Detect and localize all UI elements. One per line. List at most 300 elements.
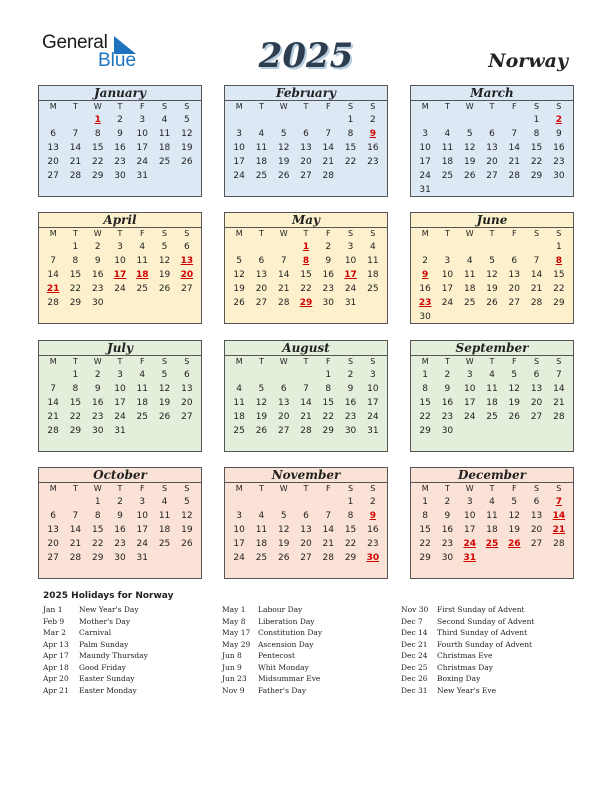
- day-cell: 26: [508, 412, 520, 422]
- empty-day-cell: [176, 296, 198, 310]
- day-cell: 16: [114, 525, 126, 535]
- day-cell: 14: [322, 143, 334, 153]
- day-cell: 6: [258, 256, 265, 266]
- day-cell: 26: [486, 298, 498, 308]
- day-cell: 21: [69, 539, 82, 549]
- month-name: October: [39, 468, 201, 483]
- weekday-label: S: [556, 357, 562, 366]
- day-cell: 1: [72, 370, 79, 380]
- day-cell: 6: [533, 370, 540, 380]
- month-july: [38, 340, 202, 452]
- day-cell: 5: [280, 511, 287, 521]
- day-cell: 25: [233, 426, 245, 436]
- country-name: Norway: [488, 50, 568, 72]
- empty-day-cell: [459, 310, 481, 324]
- day-cell: 8: [347, 129, 354, 139]
- holiday-name: New Year's Eve: [437, 685, 497, 695]
- holiday-date: Dec 7: [401, 616, 423, 626]
- day-cell: 21: [530, 284, 543, 294]
- weekday-label: M: [235, 102, 243, 111]
- weekday-label: F: [139, 357, 145, 366]
- weekday-header: [39, 228, 201, 240]
- day-cell: 6: [489, 129, 495, 139]
- week-row: [225, 141, 387, 155]
- day-cell: 13: [300, 525, 312, 535]
- week-row: [225, 296, 387, 310]
- empty-day-cell: [273, 113, 295, 127]
- day-cell: 18: [486, 525, 498, 535]
- weekday-label: T: [303, 229, 309, 238]
- month-april: [38, 212, 202, 324]
- weekday-label: W: [279, 229, 288, 238]
- day-cell: 13: [47, 525, 59, 535]
- day-cell: 4: [466, 256, 473, 266]
- week-row: [411, 382, 573, 396]
- weekday-label: M: [235, 357, 243, 366]
- empty-day-cell: [273, 240, 295, 254]
- weekday-label: M: [235, 484, 243, 493]
- weekday-label: W: [279, 102, 288, 111]
- day-cell: 8: [422, 384, 428, 394]
- holiday-name: First Sunday of Advent: [437, 605, 525, 614]
- day-cell: 29: [91, 171, 104, 181]
- day-cell: 17: [136, 525, 148, 535]
- day-cell: 11: [233, 398, 245, 408]
- holiday-name: Third Sunday of Advent: [437, 628, 528, 637]
- weekday-header: [39, 101, 201, 113]
- day-cell: 25: [136, 412, 148, 422]
- day-cell: 20: [47, 539, 59, 549]
- weekday-label: S: [348, 357, 354, 366]
- holiday-row: [401, 685, 534, 697]
- empty-day-cell: [176, 551, 198, 565]
- day-cell: 24: [136, 539, 148, 549]
- day-cell: 10: [114, 384, 126, 394]
- day-cell: 26: [277, 553, 290, 563]
- day-cell: 30: [441, 553, 454, 563]
- week-row: [225, 282, 387, 296]
- day-cell: 26: [463, 171, 476, 181]
- day-cell: 24: [463, 412, 476, 422]
- day-cell: 16: [419, 284, 431, 294]
- day-cell: 17: [419, 157, 431, 167]
- day-cell: 14: [322, 525, 334, 535]
- weekday-label: T: [72, 229, 78, 238]
- holiday-row: [43, 616, 148, 628]
- day-cell: 20: [300, 539, 312, 549]
- day-cell: 17: [344, 270, 357, 280]
- weekday-label: F: [325, 484, 331, 493]
- empty-day-cell: [250, 368, 272, 382]
- day-cell: 24: [114, 284, 126, 294]
- holiday-date: Dec 21: [401, 639, 428, 649]
- day-cell: 7: [533, 256, 540, 266]
- day-cell: 4: [139, 242, 146, 252]
- week-row: [225, 396, 387, 410]
- holiday-date: Apr 13: [43, 639, 69, 649]
- day-cell: 14: [47, 398, 59, 408]
- day-cell: 7: [325, 129, 332, 139]
- day-cell: 12: [277, 143, 290, 153]
- empty-day-cell: [176, 169, 198, 183]
- day-cell: 12: [158, 256, 171, 266]
- weekday-label: S: [534, 102, 540, 111]
- day-cell: 14: [277, 270, 290, 280]
- holiday-row: [401, 604, 534, 616]
- day-cell: 13: [486, 143, 498, 153]
- day-cell: 10: [114, 256, 126, 266]
- empty-day-cell: [503, 240, 525, 254]
- holiday-name: Good Friday: [79, 662, 126, 672]
- day-cell: 7: [72, 129, 79, 139]
- day-cell: 10: [233, 525, 245, 535]
- empty-day-cell: [228, 240, 250, 254]
- day-cell: 1: [94, 115, 101, 125]
- day-cell: 18: [158, 143, 171, 153]
- day-cell: 8: [72, 384, 79, 394]
- day-cell: 15: [69, 270, 82, 280]
- weekday-header: [225, 356, 387, 368]
- weekday-label: S: [184, 357, 190, 366]
- holiday-date: Apr 17: [43, 651, 69, 660]
- day-cell: 8: [347, 511, 354, 521]
- empty-day-cell: [525, 424, 547, 438]
- week-row: [39, 141, 201, 155]
- weekday-label: T: [258, 229, 264, 238]
- weekday-label: W: [93, 229, 102, 238]
- day-cell: 29: [419, 553, 431, 563]
- week-row: [411, 113, 573, 127]
- holiday-row: [43, 627, 148, 639]
- empty-day-cell: [459, 240, 481, 254]
- day-cell: 6: [303, 511, 309, 521]
- day-cell: 19: [277, 157, 290, 167]
- day-cell: 20: [508, 284, 520, 294]
- day-cell: 17: [113, 270, 127, 280]
- holiday-name: Second Sunday of Advent: [437, 616, 535, 626]
- week-row: [225, 127, 387, 141]
- holiday-name: Easter Monday: [79, 685, 137, 695]
- empty-day-cell: [362, 296, 384, 310]
- day-cell: 28: [69, 553, 82, 563]
- empty-day-cell: [228, 113, 250, 127]
- day-cell: 9: [444, 511, 451, 521]
- day-cell: 21: [322, 157, 334, 167]
- day-cell: 25: [158, 539, 171, 549]
- day-cell: 19: [158, 270, 171, 280]
- day-cell: 8: [302, 256, 310, 266]
- day-cell: 17: [463, 398, 476, 408]
- weekday-label: T: [258, 484, 264, 493]
- day-cell: 11: [158, 511, 171, 521]
- day-cell: 2: [444, 497, 451, 507]
- holidays-title: 2025 Holidays for Norway: [43, 591, 174, 601]
- weekday-header: [411, 483, 573, 495]
- day-cell: 22: [322, 412, 334, 422]
- empty-day-cell: [131, 296, 153, 310]
- day-cell: 27: [486, 171, 498, 181]
- day-cell: 22: [69, 412, 82, 422]
- holiday-date: Dec 25: [401, 662, 428, 672]
- weekday-label: M: [49, 229, 57, 238]
- day-cell: 22: [69, 284, 82, 294]
- weekday-label: T: [117, 484, 123, 493]
- day-cell: 23: [418, 298, 432, 308]
- day-cell: 19: [486, 284, 498, 294]
- week-row: [411, 240, 573, 254]
- day-cell: 16: [367, 525, 379, 535]
- day-cell: 27: [530, 539, 543, 549]
- holiday-date: Mar 2: [43, 628, 66, 637]
- day-cell: 12: [158, 384, 171, 394]
- day-cell: 31: [136, 171, 148, 181]
- empty-day-cell: [481, 551, 503, 565]
- day-cell: 12: [508, 384, 520, 394]
- empty-day-cell: [525, 310, 547, 324]
- empty-day-cell: [317, 113, 339, 127]
- month-january: [38, 85, 202, 197]
- week-row: [411, 537, 573, 551]
- week-row: [225, 268, 387, 282]
- day-cell: 8: [325, 384, 332, 394]
- day-cell: 8: [422, 511, 428, 521]
- day-cell: 11: [486, 384, 498, 394]
- day-cell: 18: [441, 157, 454, 167]
- weekday-label: F: [511, 102, 517, 111]
- empty-day-cell: [525, 240, 547, 254]
- week-row: [225, 523, 387, 537]
- empty-day-cell: [436, 310, 458, 324]
- day-cell: 9: [325, 256, 332, 266]
- holidays-column: [222, 604, 322, 696]
- day-cell: 13: [47, 143, 59, 153]
- empty-day-cell: [250, 113, 272, 127]
- week-row: [39, 368, 201, 382]
- weekday-label: S: [162, 229, 168, 238]
- day-cell: 11: [255, 525, 268, 535]
- day-cell: 23: [114, 539, 126, 549]
- empty-day-cell: [153, 296, 175, 310]
- day-cell: 16: [114, 143, 126, 153]
- empty-day-cell: [436, 183, 458, 197]
- day-cell: 6: [183, 370, 190, 380]
- day-cell: 21: [552, 525, 566, 535]
- empty-day-cell: [503, 424, 525, 438]
- weekday-label: T: [258, 357, 264, 366]
- day-cell: 30: [419, 312, 431, 322]
- brand-name-general: General: [42, 32, 108, 53]
- day-cell: 9: [555, 129, 562, 139]
- day-cell: 6: [280, 384, 287, 394]
- week-row: [411, 282, 573, 296]
- holiday-name: Midsummar Eve: [258, 674, 321, 683]
- day-cell: 7: [555, 497, 562, 507]
- day-cell: 7: [50, 256, 56, 266]
- holiday-date: Dec 26: [401, 674, 428, 683]
- day-cell: 4: [258, 511, 265, 521]
- day-cell: 2: [94, 242, 101, 252]
- day-cell: 7: [50, 384, 56, 394]
- weekday-header: [225, 228, 387, 240]
- day-cell: 30: [366, 553, 380, 563]
- day-cell: 23: [441, 539, 454, 549]
- weekday-header: [411, 356, 573, 368]
- day-cell: 22: [530, 157, 543, 167]
- day-cell: 28: [530, 298, 543, 308]
- day-cell: 30: [344, 426, 357, 436]
- day-cell: 17: [136, 143, 148, 153]
- day-cell: 4: [236, 384, 242, 394]
- weekday-label: S: [184, 484, 190, 493]
- holiday-row: [222, 604, 322, 616]
- day-cell: 16: [91, 398, 104, 408]
- day-cell: 17: [367, 398, 379, 408]
- empty-day-cell: [459, 113, 481, 127]
- empty-day-cell: [525, 183, 547, 197]
- holiday-name: Pentecost: [258, 651, 296, 660]
- day-cell: 6: [511, 256, 518, 266]
- weekday-label: T: [258, 102, 264, 111]
- week-row: [411, 155, 573, 169]
- day-cell: 11: [463, 270, 476, 280]
- day-cell: 22: [91, 539, 104, 549]
- day-cell: 1: [325, 370, 332, 380]
- week-row: [39, 410, 201, 424]
- weekday-label: W: [465, 102, 474, 111]
- day-cell: 12: [463, 143, 476, 153]
- day-cell: 10: [441, 270, 454, 280]
- holiday-name: Labour Day: [258, 605, 303, 614]
- empty-day-cell: [503, 310, 525, 324]
- holiday-row: [222, 616, 322, 628]
- week-row: [225, 551, 387, 565]
- day-cell: 6: [50, 511, 56, 521]
- empty-day-cell: [273, 368, 295, 382]
- weekday-label: F: [511, 357, 517, 366]
- day-cell: 20: [486, 157, 498, 167]
- day-cell: 20: [180, 270, 194, 280]
- day-cell: 27: [508, 298, 520, 308]
- weekday-header: [225, 101, 387, 113]
- day-cell: 18: [367, 270, 379, 280]
- day-cell: 25: [485, 539, 499, 549]
- holiday-name: Liberation Day: [258, 616, 315, 626]
- day-cell: 14: [47, 270, 59, 280]
- weekday-label: F: [511, 484, 517, 493]
- day-cell: 28: [47, 426, 59, 436]
- day-cell: 8: [533, 129, 540, 139]
- weekday-label: S: [348, 229, 354, 238]
- week-row: [39, 382, 201, 396]
- day-cell: 6: [50, 129, 56, 139]
- empty-day-cell: [295, 368, 317, 382]
- day-cell: 5: [511, 497, 518, 507]
- empty-day-cell: [414, 113, 436, 127]
- day-cell: 30: [91, 426, 104, 436]
- day-cell: 12: [181, 511, 193, 521]
- month-name: April: [39, 213, 201, 228]
- weekday-header: [39, 483, 201, 495]
- holidays-column: [401, 604, 534, 696]
- day-cell: 18: [136, 270, 149, 280]
- day-cell: 13: [255, 270, 268, 280]
- week-row: [225, 495, 387, 509]
- day-cell: 5: [161, 370, 168, 380]
- day-cell: 4: [489, 497, 495, 507]
- holiday-row: [43, 604, 148, 616]
- day-cell: 21: [69, 157, 82, 167]
- month-name: January: [39, 86, 201, 101]
- empty-day-cell: [273, 495, 295, 509]
- day-cell: 10: [233, 143, 245, 153]
- day-cell: 15: [530, 143, 543, 153]
- weekday-header: [411, 101, 573, 113]
- day-cell: 21: [300, 412, 312, 422]
- weekday-label: S: [556, 484, 562, 493]
- day-cell: 28: [508, 171, 520, 181]
- week-row: [225, 537, 387, 551]
- weekday-label: M: [421, 357, 429, 366]
- day-cell: 24: [136, 157, 148, 167]
- day-cell: 19: [508, 398, 520, 408]
- day-cell: 9: [444, 384, 451, 394]
- day-cell: 27: [530, 412, 543, 422]
- holiday-date: Jun 23: [222, 674, 247, 683]
- holiday-date: Apr 18: [43, 662, 69, 672]
- empty-day-cell: [109, 296, 131, 310]
- day-cell: 4: [489, 370, 495, 380]
- holiday-row: [401, 650, 534, 662]
- week-row: [411, 495, 573, 509]
- day-cell: 9: [94, 384, 101, 394]
- day-cell: 2: [325, 242, 332, 252]
- day-cell: 29: [344, 553, 357, 563]
- weekday-label: T: [117, 102, 123, 111]
- day-cell: 25: [255, 553, 268, 563]
- day-cell: 3: [422, 129, 428, 139]
- day-cell: 11: [136, 384, 148, 394]
- month-name: February: [225, 86, 387, 101]
- day-cell: 14: [553, 384, 565, 394]
- day-cell: 26: [233, 298, 245, 308]
- day-cell: 4: [161, 497, 168, 507]
- day-cell: 26: [181, 539, 193, 549]
- empty-day-cell: [317, 495, 339, 509]
- day-cell: 12: [277, 525, 290, 535]
- holiday-row: [401, 662, 534, 674]
- day-cell: 15: [344, 143, 357, 153]
- holiday-row: [43, 662, 148, 674]
- holiday-row: [401, 673, 534, 685]
- weekday-label: M: [49, 484, 57, 493]
- weekday-label: T: [489, 229, 495, 238]
- day-cell: 16: [441, 398, 454, 408]
- holiday-name: Mother's Day: [79, 616, 131, 626]
- weekday-label: F: [139, 484, 145, 493]
- holiday-row: [43, 639, 148, 651]
- day-cell: 20: [47, 157, 59, 167]
- day-cell: 26: [181, 157, 193, 167]
- week-row: [225, 509, 387, 523]
- week-row: [411, 183, 573, 197]
- holiday-date: Nov 30: [401, 605, 429, 614]
- month-name: May: [225, 213, 387, 228]
- day-cell: 9: [94, 256, 101, 266]
- day-cell: 4: [444, 129, 451, 139]
- day-cell: 31: [344, 298, 357, 308]
- weekday-label: T: [489, 484, 495, 493]
- week-row: [39, 155, 201, 169]
